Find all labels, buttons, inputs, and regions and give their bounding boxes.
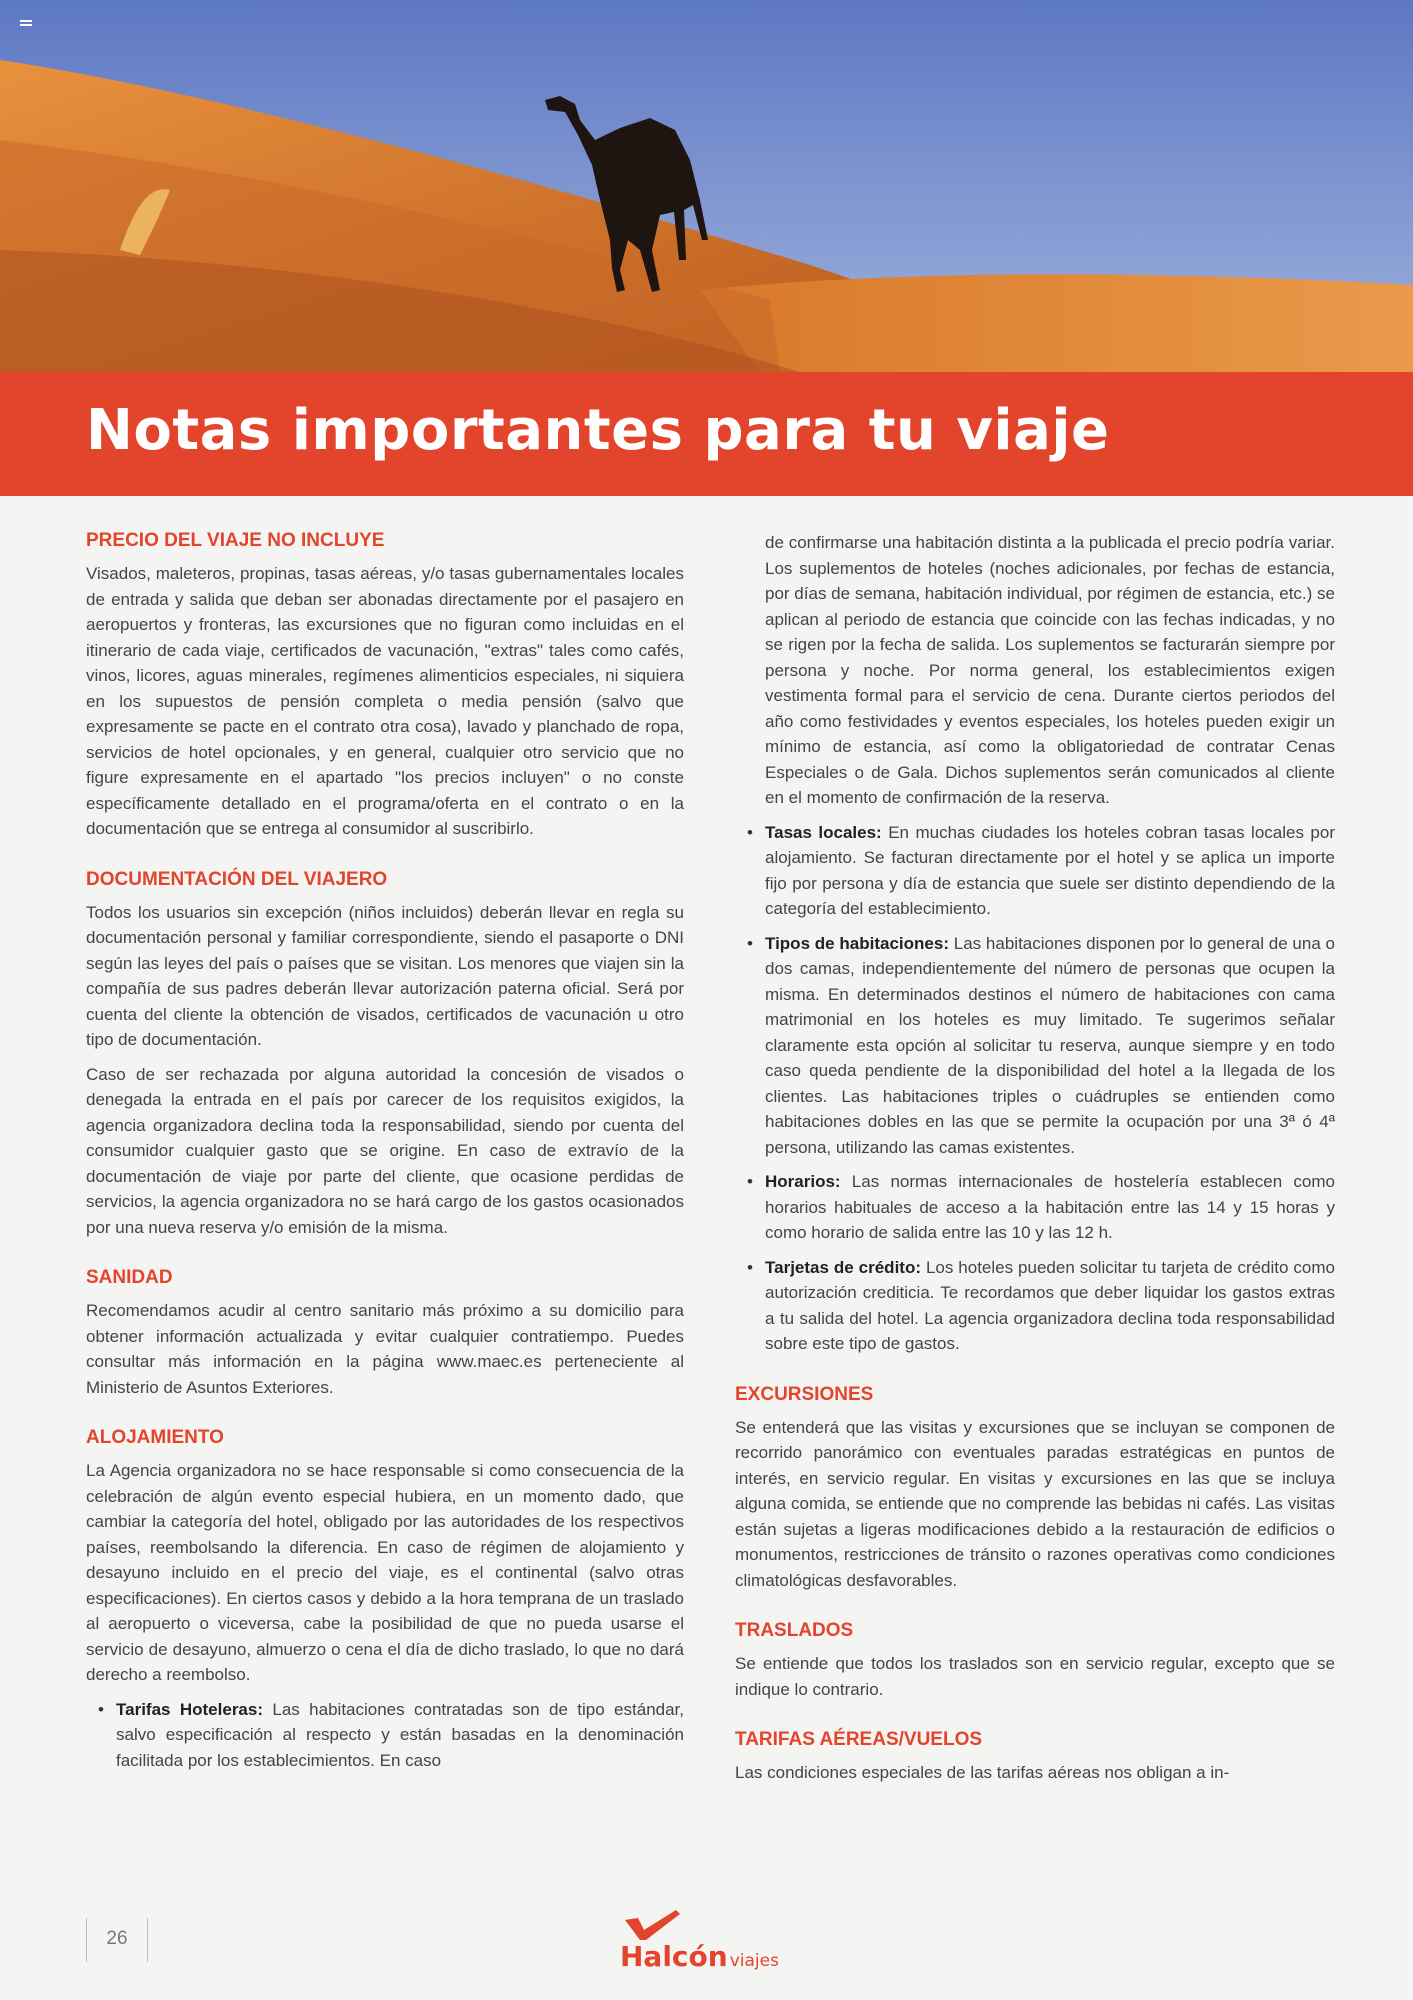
- heading-tarifas-aereas: TARIFAS AÉREAS/VUELOS: [735, 1729, 983, 1750]
- paragraph-tarifas-aereas: Las condiciones especiales de las tarifas aéreas nos obligan a in-: [735, 1763, 1230, 1782]
- paragraph-sanidad: Recomendamos acudir al centro sanitario más próximo a su domicilio para obtener información actualizada y evitar cualquier contratiempo. Puedes consultar más información en la página www.maec.es perteneciente al Ministerio de Asuntos Exteriores.: [86, 1301, 684, 1397]
- page-number-box: [86, 1918, 148, 1962]
- page-number: 26: [106, 1928, 128, 1949]
- paragraph-documentacion-2: Caso de ser rechazada por alguna autoridad la concesión de visados o denegada la entrada en el país por carecer de los requisitos exigidos, la agencia organizadora declina toda la responsabilidad, siendo por cuenta del consumidor cualquier gasto que se origine. En caso de extravío de la documentación de viaje por parte del cliente, que ocasione perdidas de servicios, la agencia organizadora no se hará cargo de los gastos ocasionados por una nueva reserva y/o emisión de la misma.: [86, 1064, 684, 1237]
- title-banner: [0, 372, 1413, 496]
- menu-icon[interactable]: [20, 20, 32, 28]
- paragraph-tarifas-continued: de confirmarse una habitación distinta a la publicada el precio podría variar. Los suplementos de hoteles (noches adicionales, por fechas de estancia, por días de semana, habitación individual, por régimen de estancia, etc.) se aplican al periodo de estancia que coincide con las fechas indicadas, y no se rigen por la fecha de salida. Los suplementos se facturarán siempre por persona y noche. Por norma general, los establecimientos exigen vestimenta formal para el servicio de cena. Durante ciertos periodos del año como festividades y eventos especiales, los hoteles pueden exigir un mínimo de estancia, así como la obligatoriedad de contratar Cenas Especiales o de Gala. Dichos suplementos serán comunicados al cliente en el momento de confirmación de la reserva.: [765, 533, 1335, 807]
- logo-brand-sub: viajes: [729, 1951, 779, 1971]
- bullet-tarifas-hoteleras: • Tarifas Hoteleras: Las habitaciones contratadas son de tipo estándar, salvo especificación al respecto y están basadas en la denominación facilitada por los establecimientos. En caso: [86, 1697, 684, 1774]
- right-column: [735, 530, 1335, 1795]
- heading-excursiones: EXCURSIONES: [735, 1383, 874, 1405]
- bullet-tasas-locales: • Tasas locales: En muchas ciudades los hoteles cobran tasas locales por alojamiento. Se facturan directamente por el hotel y se aplica un importe fijo por persona y día de estancia que suele ser distinto dependiendo de la categoría del establecimiento.: [735, 820, 1335, 922]
- bullet-tarjetas-credito: • Tarjetas de crédito: Los hoteles pueden solicitar tu tarjeta de crédito como autorización crediticia. Te recordamos que deber liquidar los gastos extras a tu salida del hotel. La agencia organizadora declina toda responsabilidad sobre este tipo de gastos.: [735, 1255, 1335, 1357]
- heading-traslados: TRASLADOS: [735, 1620, 854, 1641]
- logo-brand: Halcón: [620, 1940, 728, 1973]
- logo-check-icon: [620, 1906, 820, 1940]
- page-title: Notas importantes para tu viaje: [86, 398, 1110, 463]
- paragraph-excursiones: Se entenderá que las visitas y excursiones que se incluyan se componen de recorrido panorámico con eventuales paradas estratégicas en puntos de interés, en servicio regular. En visitas y excursiones en las que se incluya alguna comida, se entiende que no comprende las bebidas ni cafés. Las visitas están sujetas a ligeras modificaciones debido a la restauración de edificios o monumentos, restricciones de tránsito o razones operativas como condiciones climatológicas desfavorables.: [735, 1417, 1335, 1590]
- bullet-tipos-habitaciones: • Tipos de habitaciones: Las habitaciones disponen por lo general de una o dos camas, independientemente del número de personas que ocupen la misma. En determinados destinos el número de habitaciones con cama matrimonial en los hoteles es muy limitado. Te sugerimos señalar claramente esta opción al solicitar tu reserva, aunque siempre y en todo caso queda pendiente de la disponibilidad del hotel a la llegada de los clientes. Las habitaciones triples o cuádruples se entienden como habitaciones dobles en las que se permite la ocupación por una 3ª ó 4ª persona, utilizando las camas existentes.: [735, 931, 1335, 1161]
- heading-precio: PRECIO DEL VIAJE NO INCLUYE: [86, 530, 385, 551]
- paragraph-documentacion-1: Todos los usuarios sin excepción (niños incluidos) deberán llevar en regla su documentación personal y familiar correspondiente, siendo el pasaporte o DNI según las leyes del país o países que se visitan. Los menores que viajen sin la compañía de sus padres deberán llevar autorización paterna oficial. Será por cuenta del cliente la obtención de visados, certificados de vacunación u otro tipo de documentación.: [86, 902, 684, 1049]
- paragraph-precio: Visados, maleteros, propinas, tasas aéreas, y/o tasas gubernamentales locales de entrada y salida que deban ser abonadas directamente por el pasajero en aeropuertos y fronteras, las excursiones que no figuran como incluidas en el itinerario de cada viaje, certificados de vacunación, "extras" tales como cafés, vinos, licores, aguas minerales, regímenes alimenticios especiales, ni siquiera en los supuestos de pensión completa o media pensión (salvo que expresamente se pacte en el contrato otra cosa), lavado y planchado de ropa, servicios de hotel opcionales, y en general, cualquier otro servicio que no figure expresamente en el apartado "los precios incluyen" o no conste específicamente detallado en el programa/oferta en el contrato o en la documentación que se entrega al consumidor al suscribirlo.: [86, 564, 684, 838]
- paragraph-alojamiento: La Agencia organizadora no se hace responsable si como consecuencia de la celebración de algún evento especial hubiera, en un momento dado, que cambiar la categoría del hotel, obligado por las autoridades de los respectivos países, reembolsando la diferencia. En caso de régimen de alojamiento y desayuno incluido en el precio del viaje, es el continental (salvo otras especificaciones). En ciertos casos y debido a la hora temprana de un traslado al aeropuerto o viceversa, cabe la posibilidad de que no pueda usarse el servicio de desayuno, almuerzo o cena el día de dicho traslado, lo que no dará derecho a reembolso.: [86, 1461, 684, 1684]
- left-column: [86, 530, 684, 1782]
- heading-documentacion: DOCUMENTACIÓN DEL VIAJERO: [86, 868, 388, 890]
- hero-desert-photo: [0, 0, 1413, 372]
- halcon-logo: [620, 1906, 800, 1976]
- paragraph-traslados: Se entiende que todos los traslados son en servicio regular, excepto que se indique lo contrario.: [735, 1654, 1335, 1699]
- heading-sanidad: SANIDAD: [86, 1267, 173, 1288]
- heading-alojamiento: ALOJAMIENTO: [86, 1427, 224, 1448]
- bullet-horarios: • Horarios: Las normas internacionales de hostelería establecen como horarios habituales de acceso a la habitación entre las 14 y 15 horas y como horario de salida entre las 10 y las 12 h.: [735, 1169, 1335, 1246]
